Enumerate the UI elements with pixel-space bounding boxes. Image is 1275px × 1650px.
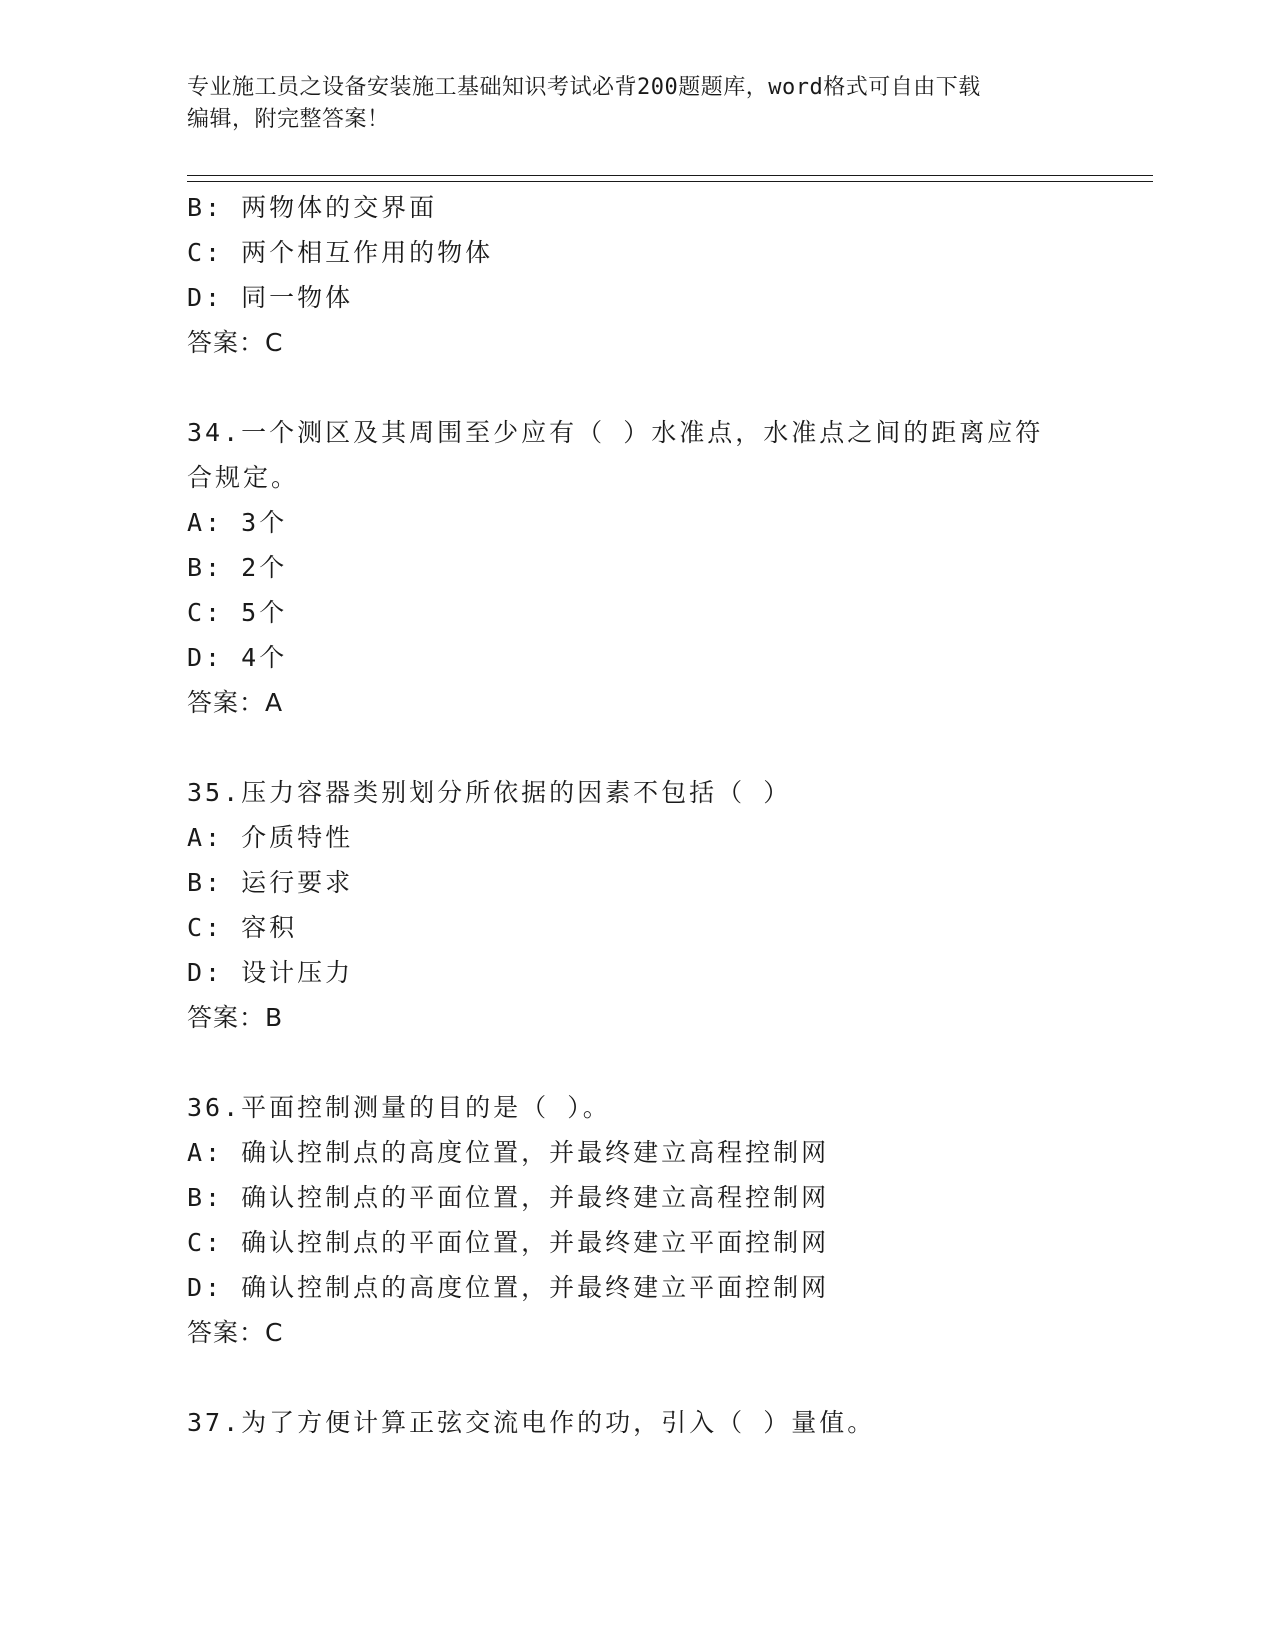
q36-option-c: C: 确认控制点的平面位置，并最终建立平面控制网 (187, 1228, 830, 1257)
q36-option-a: A: 确认控制点的高度位置，并最终建立高程控制网 (187, 1138, 830, 1167)
q35-stem: 35.压力容器类别划分所依据的因素不包括（ ） (187, 778, 792, 807)
q35-option-b: B: 运行要求 (187, 868, 354, 897)
q36-option-d: D: 确认控制点的高度位置，并最终建立平面控制网 (187, 1273, 830, 1302)
q35-option-a: A: 介质特性 (187, 823, 354, 852)
q35-option-c: C: 容积 (187, 913, 298, 942)
header-divider-bottom (187, 181, 1153, 182)
q33-answer: 答案：C (187, 328, 284, 357)
document-header (187, 72, 1067, 136)
q37-stem: 37.为了方便计算正弦交流电作的功，引入（ ）量值。 (187, 1408, 876, 1437)
q33-option-c: C: 两个相互作用的物体 (187, 238, 494, 267)
q36-stem: 36.平面控制测量的目的是（ ）。 (187, 1093, 611, 1122)
q34-stem-line-1: 34.一个测区及其周围至少应有（ ）水准点，水准点之间的距离应符 (187, 418, 1044, 447)
q35-answer: 答案：B (187, 1003, 284, 1032)
header-title-line-2: 编辑，附完整答案！ (187, 107, 390, 132)
q34-option-c: C: 5个 (187, 598, 288, 627)
q34-option-d: D: 4个 (187, 643, 288, 672)
header-title-line-1: 专业施工员之设备安装施工基础知识考试必背200题题库，word格式可自由下载 (187, 75, 981, 100)
header-divider-top (187, 175, 1153, 176)
q33-option-d: D: 同一物体 (187, 283, 354, 312)
q36-option-b: B: 确认控制点的平面位置，并最终建立高程控制网 (187, 1183, 830, 1212)
q35-option-d: D: 设计压力 (187, 958, 354, 987)
q34-option-b: B: 2个 (187, 553, 288, 582)
q34-option-a: A: 3个 (187, 508, 288, 537)
q34-answer: 答案：A (187, 688, 284, 717)
q33-option-b: B: 两物体的交界面 (187, 193, 438, 222)
q36-answer: 答案：C (187, 1318, 284, 1347)
q34-stem-line-2: 合规定。 (187, 463, 300, 492)
